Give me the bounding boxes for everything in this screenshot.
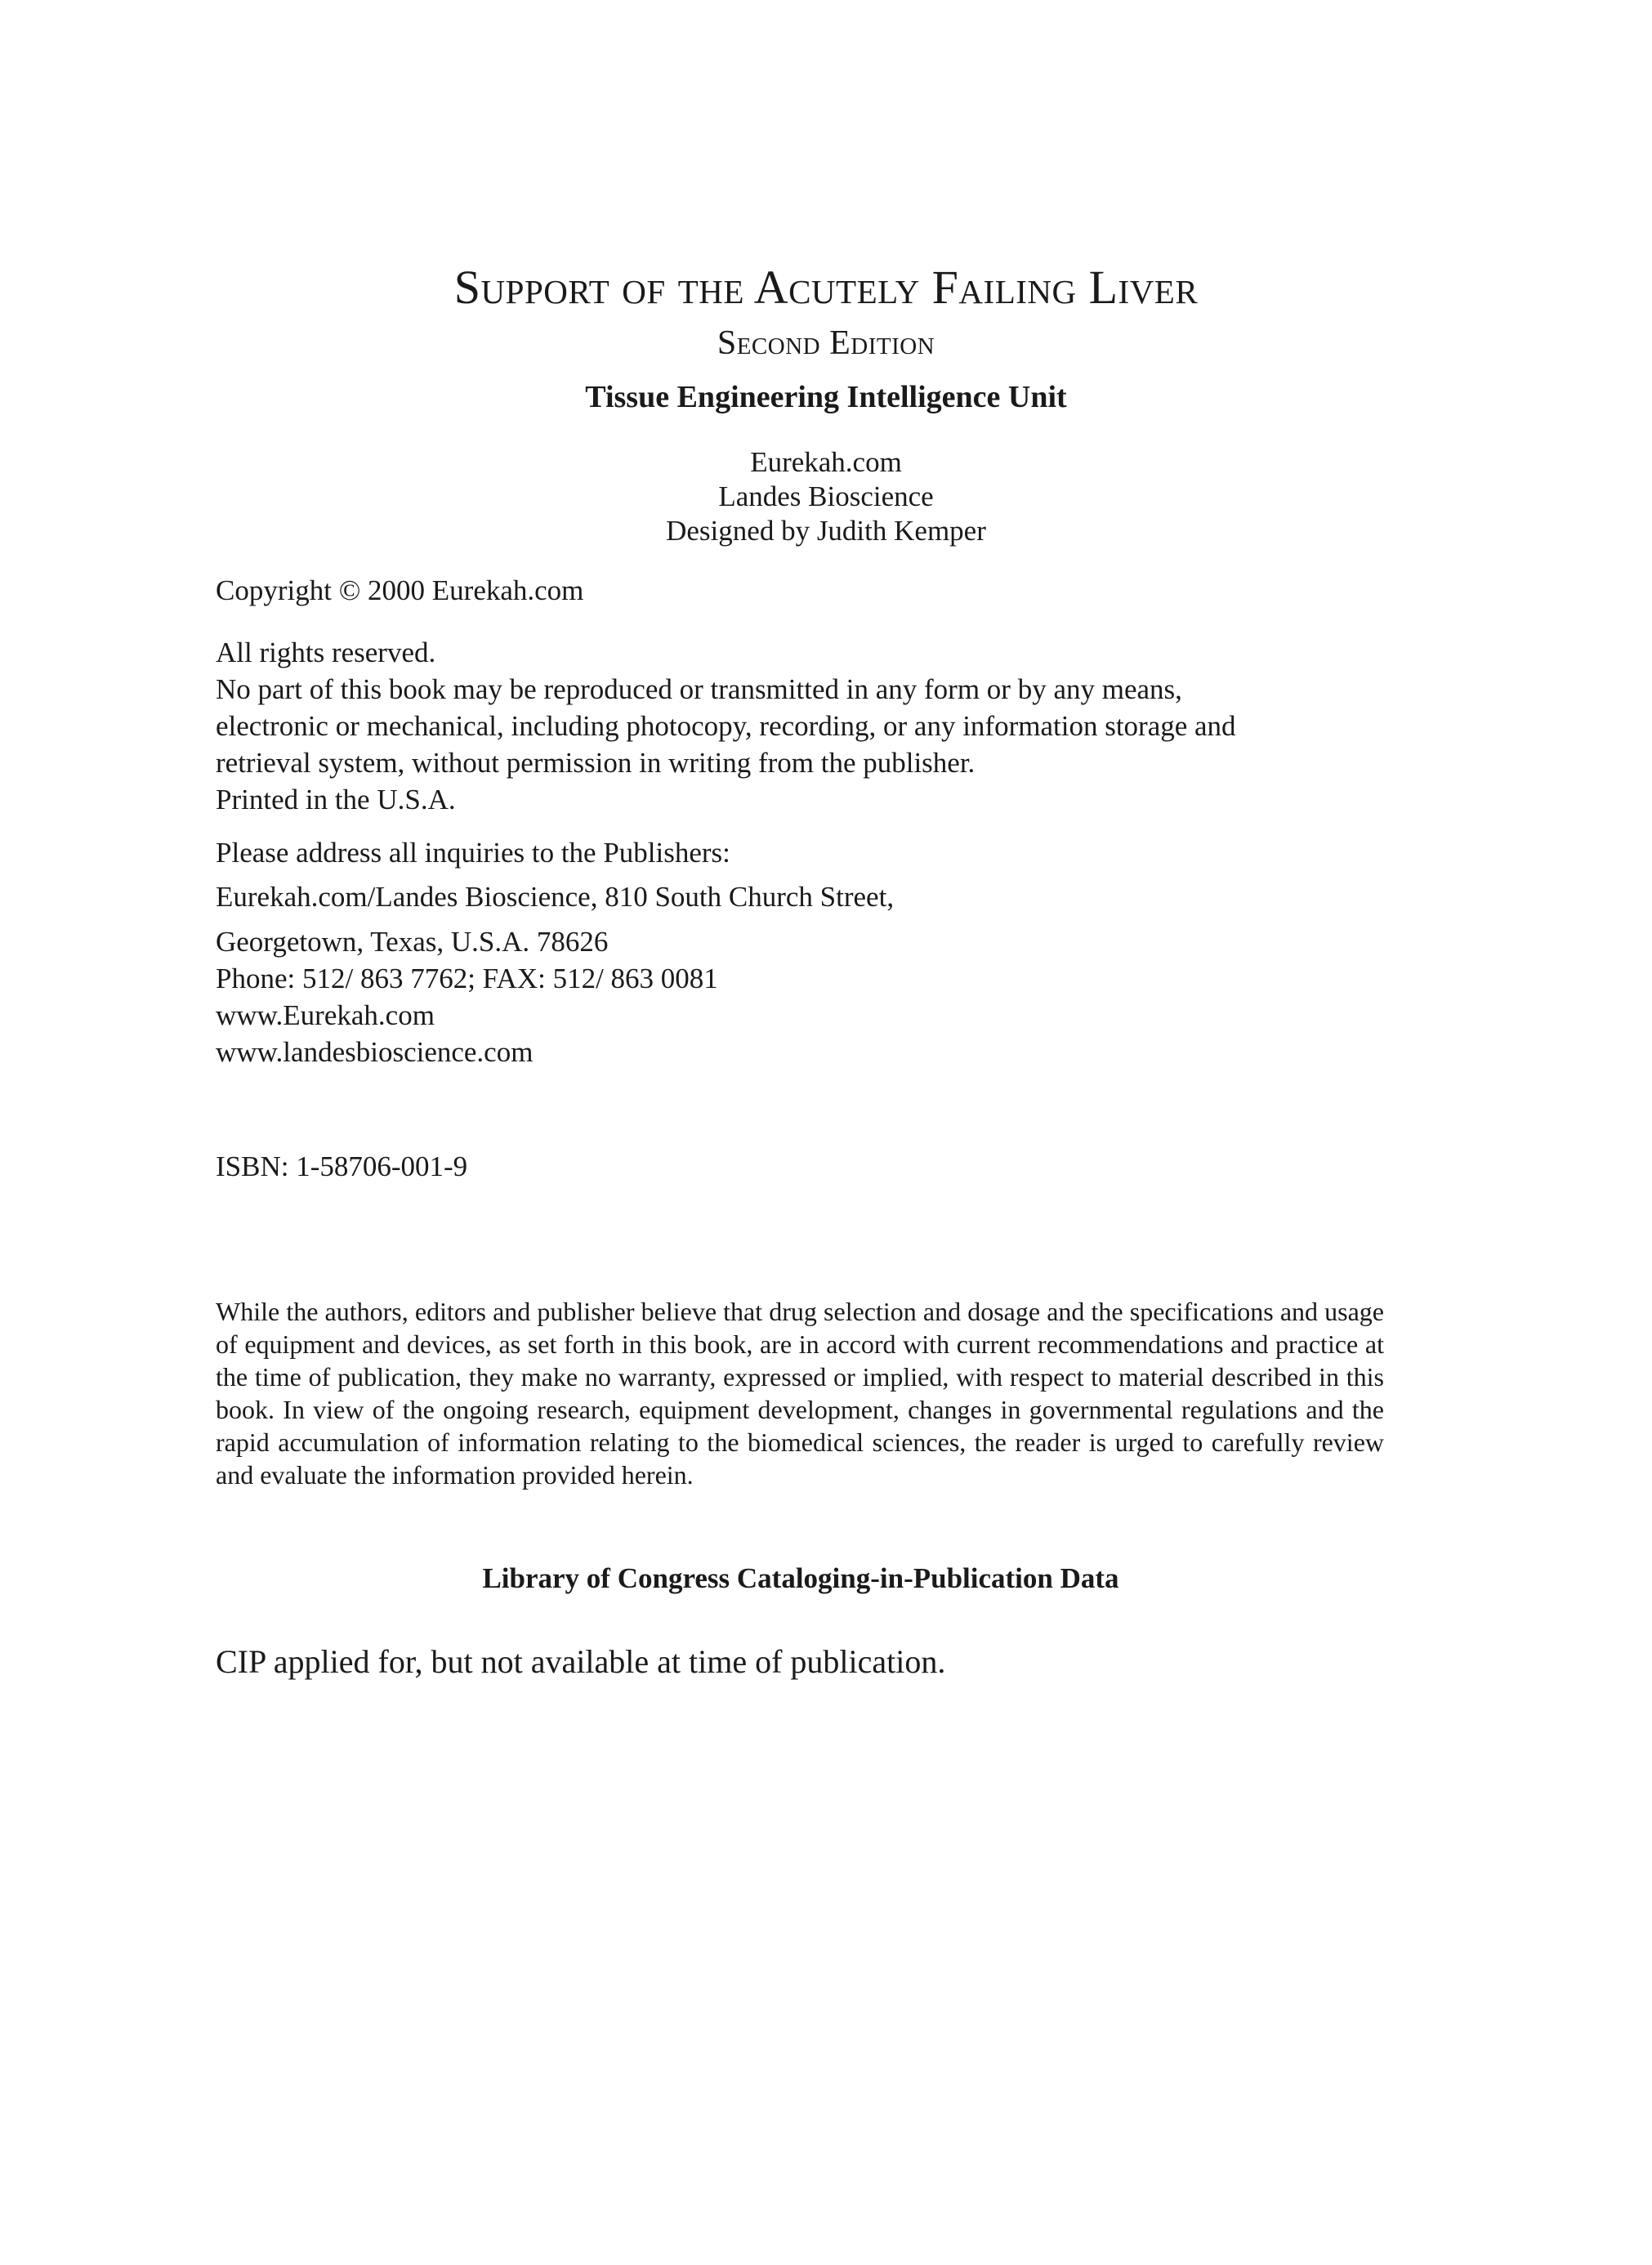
- city-address: Georgetown, Texas, U.S.A. 78626: [216, 926, 609, 958]
- rights-line: retrieval system, without permission in writing from the publisher.: [216, 747, 976, 779]
- rights-statement: [216, 634, 1392, 818]
- address-intro: Please address all inquiries to the Publishers:: [216, 837, 730, 869]
- rights-line: electronic or mechanical, including photocopy, recording, or any information storage and: [216, 710, 1236, 742]
- website-link[interactable]: www.landesbioscience.com: [216, 1036, 534, 1068]
- publisher-credits: [0, 445, 1652, 548]
- phone-fax: Phone: 512/ 863 7762; FAX: 512/ 863 0081: [216, 963, 718, 994]
- credit-line: Landes Bioscience: [718, 480, 934, 512]
- rights-line: No part of this book may be reproduced or transmitted in any form or by any means,: [216, 673, 1182, 705]
- cip-heading: Library of Congress Cataloging-in-Publication Data: [482, 1562, 1119, 1594]
- isbn-number: ISBN: 1-58706-001-9: [216, 1150, 468, 1182]
- street-address: Eurekah.com/Landes Bioscience, 810 South Church Street,: [216, 881, 895, 913]
- edition-label: Second Edition: [717, 324, 935, 362]
- disclaimer-paragraph: While the authors, editors and publisher believe that drug selection and dosage and the specifications and usage of equipment and devices, as set forth in this book, are in accord with current recommendations and practice at the time of publication, they make no warranty, expressed or implied, with respect to material described in this book. In view of the ongoing research, equipment development, changes in governmental regulations and the rapid accumulation of information relating to the biomedical sciences, the reader is urged to carefully review and evaluate the information provided herein.: [216, 1297, 1384, 1490]
- rights-line: All rights reserved.: [216, 637, 436, 668]
- book-title: Support of the Acutely Failing Liver: [453, 261, 1199, 314]
- credit-line: Eurekah.com: [750, 446, 902, 478]
- cip-text: CIP applied for, but not available at time of publication.: [216, 1643, 946, 1680]
- rights-line: Printed in the U.S.A.: [216, 784, 456, 815]
- credit-line: Designed by Judith Kemper: [666, 515, 986, 547]
- series-title: Tissue Engineering Intelligence Unit: [585, 380, 1067, 414]
- website-link[interactable]: www.Eurekah.com: [216, 999, 435, 1031]
- publisher-address: [216, 834, 1392, 1070]
- copyright-notice: Copyright © 2000 Eurekah.com: [216, 574, 584, 606]
